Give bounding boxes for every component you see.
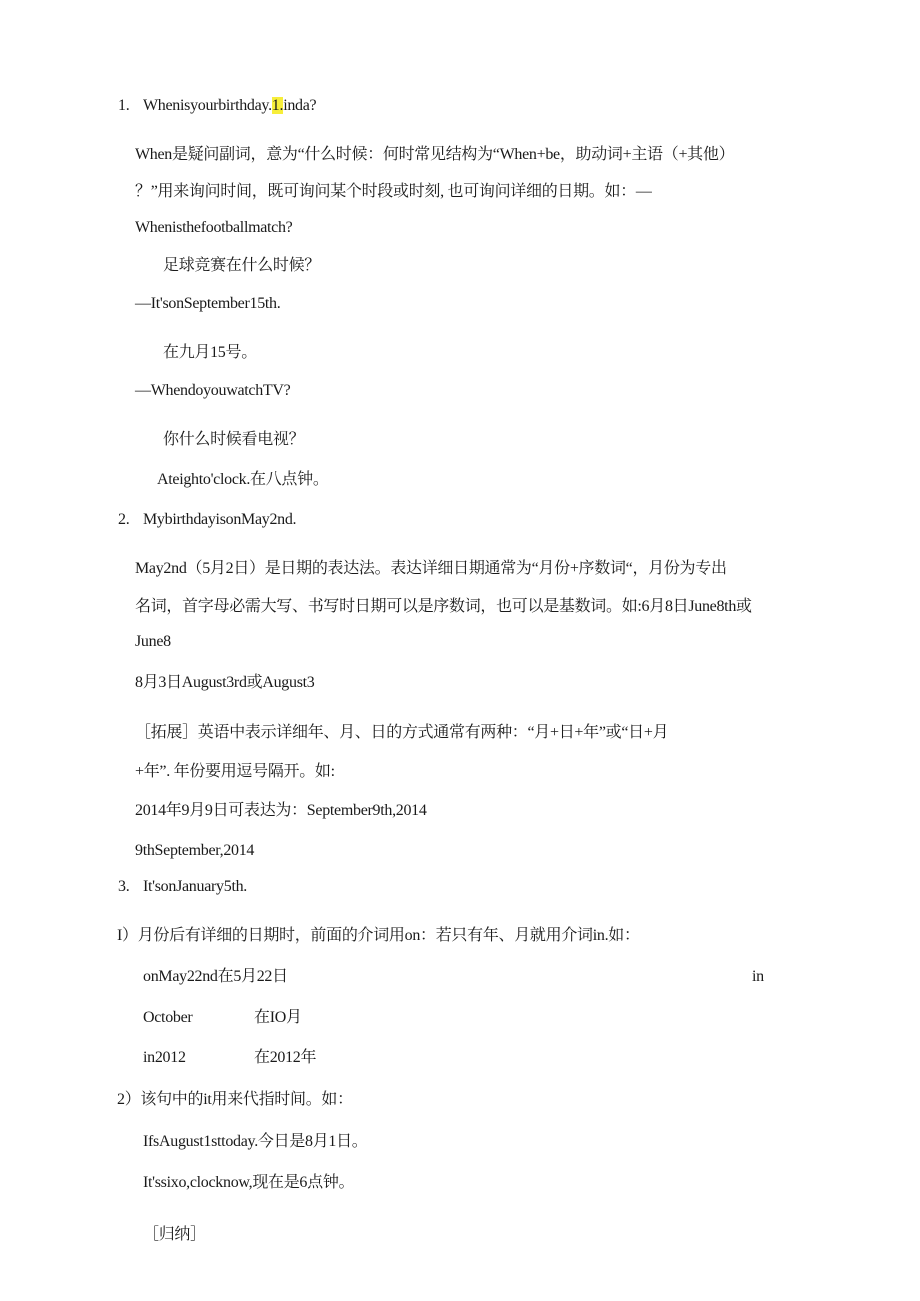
example-row-1-right: in (752, 968, 764, 985)
example-line: 2014年9月9日可表达为：September9th,2014 (135, 802, 427, 819)
paragraph-line: I）月份后有详细的日期时，前面的介词用on：若只有年、月就用介词in.如： (117, 927, 640, 944)
example-line: It'ssixo,clocknow,现在是6点钟。 (143, 1174, 355, 1191)
example-translation: 足球竞赛在什么时候？ (163, 257, 321, 274)
example-row-1-left: onMay22nd在5月22日 (143, 968, 288, 985)
example-translation: 你什么时候看电视？ (163, 431, 305, 448)
item-1-heading (143, 96, 316, 116)
example-line: 9thSeptember,2014 (135, 842, 255, 859)
item-2-number: 2. (118, 511, 130, 528)
item-3-heading: It'sonJanuary5th. (143, 878, 247, 895)
highlighted-text: 1. (271, 97, 284, 114)
heading-text-a: Whenisyourbirthday. (143, 97, 272, 114)
paragraph-line: Whenisthefootballmatch? (135, 219, 293, 236)
example-row-2-right: 在IO月 (254, 1009, 302, 1026)
paragraph-line: +年”. 年份要用逗号隔开。如: (135, 763, 335, 780)
heading-text-b: inda? (283, 97, 317, 114)
example-line: —WhendoyouwatchTV? (135, 382, 291, 399)
example-line: Ateighto'clock.在八点钟。 (157, 471, 329, 488)
paragraph-line: June8 (135, 633, 171, 650)
example-translation: 在九月15号。 (163, 344, 257, 361)
extension-note: ［拓展］英语中表示详细年、月、日的方式通常有两种：“月+日+年”或“日+月 (135, 724, 669, 741)
paragraph-line: When是疑问副词，意为“什么时候：何时常见结构为“When+be，助动词+主语（+其他） (135, 146, 735, 163)
example-row-3-left: in2012 (143, 1049, 186, 1066)
item-1-number: 1. (118, 97, 130, 114)
paragraph-line: 名词，首字母必需大写、书写时日期可以是序数词，也可以是基数词。如:6月8日June8th或 (135, 598, 752, 615)
item-3-number: 3. (118, 878, 130, 895)
example-row-3-right: 在2012年 (254, 1049, 317, 1066)
paragraph-line: 2）该句中的it用来代指时间。如： (117, 1091, 353, 1108)
paragraph-line: ？”用来询问时间，既可询问某个时段或时刻, 也可询问详细的日期。如：— (135, 183, 652, 200)
paragraph-line: May2nd（5月2日）是日期的表达法。表达详细日期通常为“月份+序数词“，月份为专出 (135, 560, 727, 577)
example-line: 8月3日August3rd或August3 (135, 674, 315, 691)
example-row-2-left: October (143, 1009, 193, 1026)
example-line: —It'sonSeptember15th. (135, 295, 281, 312)
summary-heading: ［归纳］ (143, 1226, 206, 1243)
item-2-heading: MybirthdayisonMay2nd. (143, 511, 297, 528)
example-line: IfsAugust1sttoday.今日是8月1日。 (143, 1133, 368, 1150)
